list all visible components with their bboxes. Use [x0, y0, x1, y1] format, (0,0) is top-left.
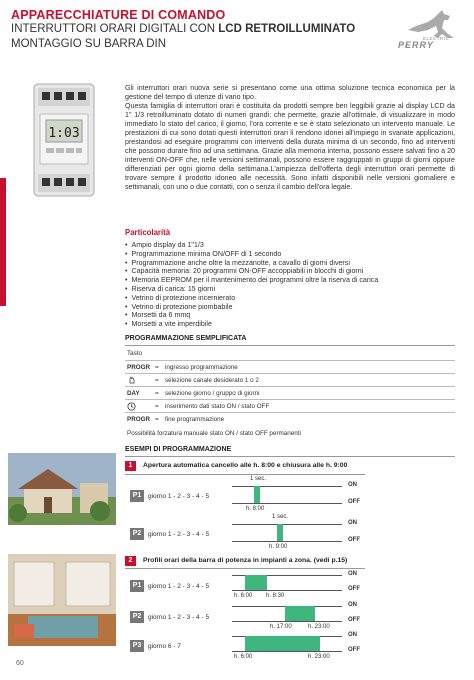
device-display: 1:03 — [48, 126, 80, 141]
program-days: giorno 1 - 2 - 3 - 4 - 5 — [148, 493, 210, 500]
intro-p2: Questa famiglia di interruttori orari è costituita da prodotti sempre ben leggibili grazie al display LCD da 1" 1/3 retroilluminato dotato di numeri grandi; che permette, grazie all'ottimale, di visualizzare in modo immediato lo stato del carico, il giorno, l'ora corrente e se è stato selezionato un intervento manuale. Le prestazioni di cui sono dotati questi interruttori orari li rendono idonei all'impiego in svariate applicazioni, prestandosi ad eseguire programmi con interventi della durata minima di un secondo, fino ad interventi che possono durare fino ad una settimana. Grazie alla memoria interna, possono essere salvati fino a 20 interventi ON-OFF che, nelle versioni settimanali, possono essere raggruppati in gruppi di giorni oppure differenziati per ogni giorno della settimana.L'ampiezza dell'offerta degli interruttori orari permette di trovare sempre il prodotto idoneo alle necessità. Sono infatti disponibili nelle versioni giornaliere e settimanali, con uno o due contatti, con o senza il cambio dell'ora legale. — [125, 102, 455, 191]
divider — [125, 399, 455, 400]
hand-icon — [128, 376, 136, 384]
divider — [125, 456, 455, 457]
prog-eq: = — [155, 416, 159, 423]
list-item: • Capacità memoria: 20 programmi ON-OFF accoppiabili in blocchi di giorni — [125, 267, 455, 276]
list-item: • Morsetti a vite imperdibile — [125, 320, 455, 329]
timeline-on-label: ON — [348, 632, 357, 638]
examples-title: ESEMPI DI PROGRAMMAZIONE — [125, 446, 232, 453]
timeline-label: h. 8:00 — [246, 506, 265, 512]
prog-key: DAY — [127, 390, 140, 397]
prog-desc: ingresso programmazione — [165, 364, 238, 371]
band-number: 1 — [125, 461, 136, 471]
list-item: • Riserva di carica: 15 giorni — [125, 285, 455, 294]
timer-device-image — [28, 80, 100, 200]
timeline-off-line — [232, 590, 342, 591]
timeline-top-label: 1 sec. — [250, 476, 267, 482]
house-photo — [8, 453, 116, 525]
band-title: Profili orari della barra di potenza in impianti a zona. (vedi p.15) — [143, 557, 348, 564]
prog-eq: = — [155, 390, 159, 397]
side-tab — [0, 178, 6, 306]
divider — [125, 474, 365, 475]
list-item: • Vetrino di protezione piombabile — [125, 303, 455, 312]
prog-eq: = — [155, 364, 159, 371]
prog-eq: = — [155, 377, 159, 384]
section-title: APPARECCHIATURE DI COMANDO — [11, 8, 226, 22]
timeline-top-label: 1 sec. — [272, 514, 289, 520]
band-title: Apertura automatica cancello alle h. 8:00 e chiusura alle h. 9:00 — [143, 462, 348, 469]
title-part-a: INTERRUTTORI ORARI DIGITALI CON — [11, 23, 219, 35]
band-number: 2 — [125, 556, 136, 566]
prog-key: PROGR — [127, 416, 151, 423]
timeline-off-label: OFF — [348, 647, 360, 653]
program-badge: P3 — [130, 640, 144, 652]
timeline-on-label: ON — [348, 571, 357, 577]
timeline-off-label: OFF — [348, 586, 360, 592]
program-days: giorno 6 - 7 — [148, 643, 181, 650]
interior-photo — [8, 554, 116, 646]
page-title — [11, 23, 355, 35]
timeline-on-bar — [285, 606, 315, 621]
timeline-on-line — [232, 524, 342, 525]
timeline-label: h. 17:00 — [270, 624, 292, 630]
program-badge: P2 — [130, 611, 144, 623]
list-item: • Morsetti da 6 mmq — [125, 311, 455, 320]
program-days: giorno 1 - 2 - 3 - 4 - 5 — [148, 531, 210, 538]
page-number: 60 — [16, 660, 24, 667]
list-item: • Programmazione minima ON/OFF di 1 secondo — [125, 250, 455, 259]
intro-text — [125, 84, 455, 192]
divider — [125, 345, 455, 346]
list-item: • Vetrino di protezione incernierato — [125, 294, 455, 303]
timeline-on-label: ON — [348, 602, 357, 608]
list-item: • Memoria EEPROM per il mantenimento dei programmi oltre la riserva di carica — [125, 276, 455, 285]
timeline-off-label: OFF — [348, 499, 360, 505]
title-part-b: LCD RETROILLUMINATO — [218, 23, 356, 35]
timeline-off-label: OFF — [348, 617, 360, 623]
prog-col-header: Tasto — [127, 350, 143, 357]
timeline-label: h. 9:00 — [269, 544, 288, 550]
timeline-off-line — [232, 621, 342, 622]
timeline-on-bar — [245, 636, 320, 651]
timeline-on-bar — [277, 524, 283, 541]
timeline-label: h. 23:00 — [308, 654, 330, 660]
program-badge: P1 — [130, 580, 144, 592]
features-list — [125, 241, 455, 329]
timeline-on-line — [232, 486, 342, 487]
prog-desc: selezione giorno / gruppo di giorni — [165, 390, 260, 397]
timeline-label: h. 6:00 — [234, 654, 253, 660]
timeline-on-label: ON — [348, 520, 357, 526]
prog-desc: fine programmazione — [165, 416, 225, 423]
timeline-label: h. 6:00 — [234, 593, 253, 599]
divider — [125, 373, 455, 374]
list-item: • Programmazione anche oltre la mezzanotte, a cavallo di giorni diversi — [125, 259, 455, 268]
timeline-off-line — [232, 503, 342, 504]
program-badge: P2 — [130, 528, 144, 540]
program-badge: P1 — [130, 490, 144, 502]
page-subtitle: MONTAGGIO SU BARRA DIN — [11, 38, 167, 50]
prog-eq: = — [155, 403, 159, 410]
divider — [125, 568, 365, 569]
list-item: • Ampio display da 1"1/3 — [125, 241, 455, 250]
features-title: Particolarità — [125, 228, 171, 237]
prog-desc: selezione canale desiderato 1 o 2 — [165, 377, 259, 384]
timeline-off-label: OFF — [348, 537, 360, 543]
divider — [125, 412, 455, 413]
timeline-off-line — [232, 541, 342, 542]
program-days: giorno 1 - 2 - 3 - 4 - 5 — [148, 614, 210, 621]
clock-icon — [127, 402, 136, 411]
prog-note: Possibilità forzatura manuale stato ON / stato OFF permanenti — [127, 430, 301, 437]
prog-desc: inserimento dati stato ON / stato OFF — [165, 403, 270, 410]
brand-name: PERRY — [398, 40, 434, 50]
divider — [125, 386, 455, 387]
divider — [125, 360, 455, 361]
timeline-on-bar — [245, 575, 267, 590]
intro-p1: Gli interruttori orari nuova serie si presentano come una ottima soluzione tecnica economica per la gestione del tempo di utenze di vario tipo. — [125, 84, 455, 101]
program-days: giorno 1 - 2 - 3 - 4 - 5 — [148, 583, 210, 590]
timeline-label: h. 8:30 — [266, 593, 285, 599]
timeline-label: h. 23:00 — [308, 624, 330, 630]
brand-sub: ELECTRIC — [423, 36, 450, 41]
timeline-on-bar — [254, 486, 260, 503]
prog-key: PROGR — [127, 364, 151, 371]
prog-title: PROGRAMMAZIONE SEMPLIFICATA — [125, 335, 247, 342]
timeline-off-line — [232, 651, 342, 652]
timeline-on-label: ON — [348, 482, 357, 488]
